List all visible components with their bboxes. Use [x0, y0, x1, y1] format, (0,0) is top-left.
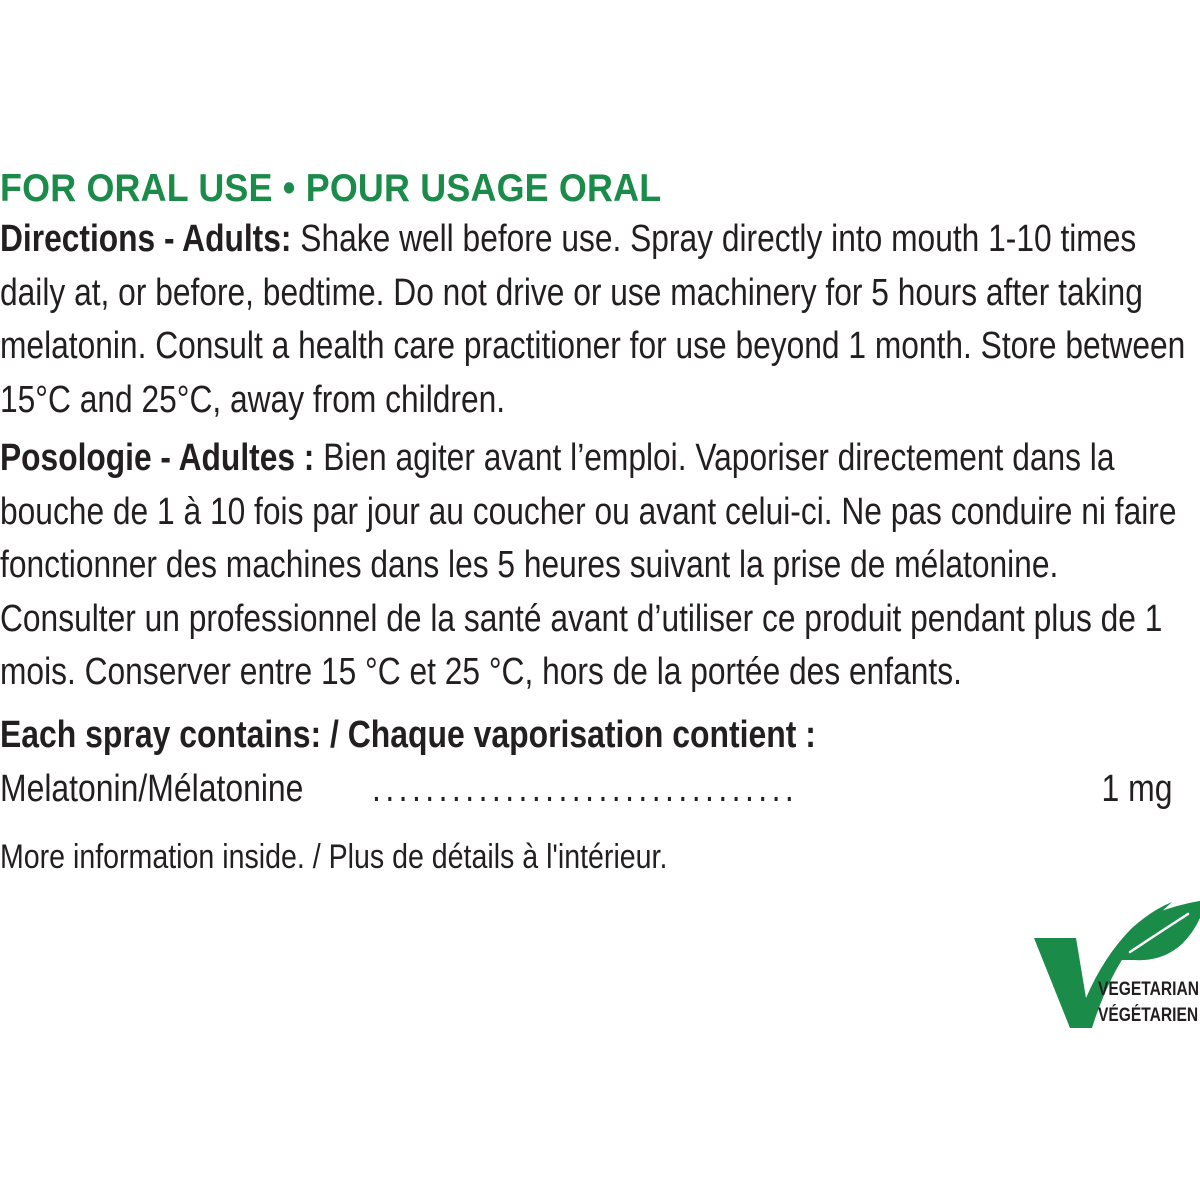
directions-french	[0, 432, 1194, 700]
directions-english-text: Shake well before use. Spray directly into mouth 1-10 times daily at, or before, bedtime. Do not drive or use machinery for 5 hours after taking melatonin. Consult a health care practitioner for use beyond 1 month. Store between 15°C and 25°C, away from children.	[0, 218, 1186, 421]
more-info-text: More information inside. / Plus de détails à l'intérieur.	[0, 837, 668, 876]
vegetarian-french: VÉGÉTARIEN	[1098, 1005, 1199, 1026]
vegetarian-english: VEGETARIAN	[1098, 979, 1200, 1000]
ingredient-name: Melatonin/Mélatonine	[0, 767, 304, 810]
directions-english	[0, 213, 1194, 427]
ingredient-row	[0, 762, 1172, 816]
product-label	[0, 165, 1200, 881]
directions-english-label: Directions - Adults:	[0, 218, 292, 260]
ingredient-leader-dots: ................................	[372, 767, 799, 810]
vegetarian-logo	[1030, 898, 1200, 1033]
contains-title: Each spray contains: / Chaque vaporisation contient :	[0, 713, 816, 756]
ingredient-amount: 1 mg	[1101, 767, 1172, 810]
directions-french-label: Posologie - Adultes :	[0, 437, 315, 479]
oral-use-heading: FOR ORAL USE • POUR USAGE ORAL	[0, 167, 662, 210]
directions-french-text: Bien agiter avant l’emploi. Vaporiser directement dans la bouche de 1 à 10 fois par jour au coucher ou avant celui-ci. Ne pas conduire ni faire fonctionner des machines dans les 5 heures suivant la prise de mélatonine. Consulter un professionnel de la santé avant d’utiliser ce produit pendant plus de 1 mois. Conserver entre 15 °C et 25 °C, hors de la portée des enfants.	[0, 437, 1177, 693]
